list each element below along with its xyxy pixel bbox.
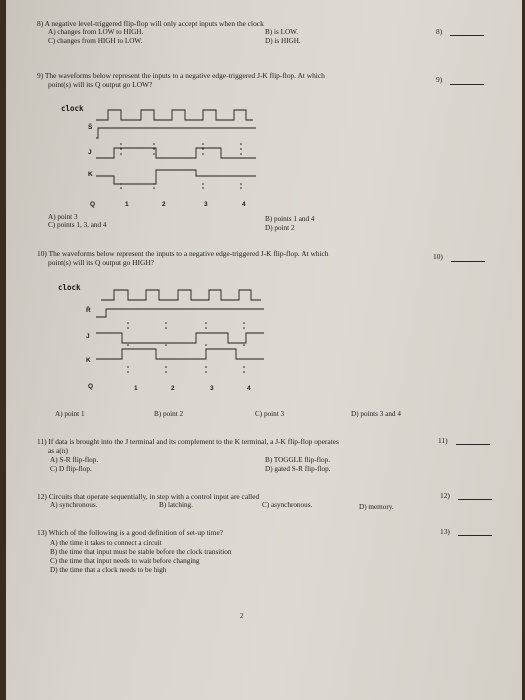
q9-stem-line2: point(s) will its Q output go LOW? bbox=[48, 80, 153, 89]
q12-option-b: B) latching. bbox=[159, 501, 193, 509]
q11-number: 11) bbox=[438, 436, 448, 445]
q10-option-d: D) points 3 and 4 bbox=[351, 410, 401, 418]
q10-point-2: 2 bbox=[171, 385, 175, 392]
q10-option-c: C) point 3 bbox=[255, 410, 285, 418]
q11-stem-line1: 11) If data is brought into the J terminal and its complement to the K terminal, a J-K flip-flop operates bbox=[37, 437, 339, 446]
q9-point-4: 4 bbox=[242, 201, 246, 208]
q9-j-label: J bbox=[88, 149, 92, 156]
q10-timing-diagram bbox=[96, 283, 276, 383]
q10-clock-waveform bbox=[101, 290, 261, 300]
q11-option-a: A) S-R flip-flop. bbox=[50, 456, 99, 464]
q11-answer-blank[interactable] bbox=[456, 444, 490, 445]
q10-k-waveform bbox=[96, 349, 264, 359]
q9-answer-blank[interactable] bbox=[450, 84, 484, 85]
q10-option-b: B) point 2 bbox=[154, 410, 184, 418]
q8-stem: 8) A negative level-triggered flip-flop will only accept inputs when the clock bbox=[37, 19, 264, 28]
q13-number: 13) bbox=[440, 527, 450, 536]
q9-timing-diagram bbox=[96, 104, 271, 199]
q9-number: 9) bbox=[436, 75, 443, 84]
q12-option-a: A) synchronous. bbox=[50, 501, 98, 509]
q11-stem-line2: as a(n) bbox=[48, 446, 68, 455]
q10-guide-dots bbox=[127, 322, 245, 373]
q10-point-4: 4 bbox=[247, 385, 251, 392]
q9-setbar-waveform bbox=[96, 128, 256, 138]
q13-option-a: A) the time it takes to connect a circuit bbox=[50, 539, 162, 547]
q12-option-c: C) asynchronous. bbox=[262, 501, 313, 509]
q13-option-b: B) the time that input must be stable before the clock transition bbox=[50, 548, 232, 556]
q11-option-d: D) gated S-R flip-flop. bbox=[265, 465, 331, 473]
q9-point-3: 3 bbox=[204, 201, 208, 208]
q9-option-b: B) points 1 and 4 bbox=[265, 215, 315, 223]
q9-clock-label: clock bbox=[61, 104, 84, 113]
q13-option-c: C) the time that input needs to wait before changing bbox=[50, 557, 200, 565]
q9-point-1: 1 bbox=[125, 201, 129, 208]
q9-stem-line1: 9) The waveforms below represent the inputs to a negative edge-triggered J-K flip-flop. At which bbox=[37, 71, 325, 80]
q9-option-a: A) point 3 bbox=[48, 213, 78, 221]
q10-clock-label: clock bbox=[58, 283, 81, 292]
q11-option-c: C) D flip-flop. bbox=[50, 465, 92, 473]
q10-rbar-waveform bbox=[96, 309, 264, 317]
q13-stem: 13) Which of the following is a good definition of set-up time? bbox=[37, 528, 224, 537]
q9-guide-dots bbox=[120, 143, 242, 189]
q10-j-label: J bbox=[86, 333, 90, 340]
q9-setbar-label: S̄ bbox=[88, 124, 93, 131]
q8-number: 8) bbox=[436, 27, 443, 36]
q12-number: 12) bbox=[440, 491, 450, 500]
q8-answer-blank[interactable] bbox=[450, 35, 484, 36]
q8-option-d: D) is HIGH. bbox=[265, 37, 301, 45]
q10-point-1: 1 bbox=[134, 385, 138, 392]
q10-j-waveform bbox=[96, 333, 264, 343]
q12-answer-blank[interactable] bbox=[458, 499, 492, 500]
q8-option-b: B) is LOW. bbox=[265, 28, 299, 36]
q9-k-label: K bbox=[88, 171, 93, 178]
q10-rbar-label: R̄ bbox=[86, 307, 91, 314]
q10-point-3: 3 bbox=[210, 385, 214, 392]
q10-option-a: A) point 1 bbox=[55, 410, 85, 418]
exam-page bbox=[6, 0, 522, 700]
q9-option-c: C) points 1, 3, and 4 bbox=[48, 221, 107, 229]
q10-k-label: K bbox=[86, 357, 91, 364]
q13-answer-blank[interactable] bbox=[458, 535, 492, 536]
page-number: 2 bbox=[240, 612, 244, 620]
q9-j-waveform bbox=[96, 148, 256, 158]
q8-option-c: C) changes from HIGH to LOW. bbox=[48, 37, 143, 45]
q12-stem: 12) Circuits that operate sequentially, in step with a control input are called bbox=[37, 492, 260, 501]
q9-q-label: Q bbox=[90, 201, 96, 208]
q10-number: 10) bbox=[433, 252, 443, 261]
q10-q-label: Q bbox=[88, 383, 94, 390]
q13-option-d: D) the time that a clock needs to be high bbox=[50, 566, 167, 574]
q10-stem-line2: point(s) will its Q output go HIGH? bbox=[48, 258, 154, 267]
q10-answer-blank[interactable] bbox=[451, 261, 485, 262]
q8-option-a: A) changes from LOW to HIGH. bbox=[48, 28, 144, 36]
q12-option-d: D) memory. bbox=[359, 503, 394, 511]
q9-point-2: 2 bbox=[162, 201, 166, 208]
q9-k-waveform bbox=[96, 170, 256, 184]
q9-option-d: D) point 2 bbox=[265, 224, 295, 232]
q11-option-b: B) TOGGLE flip-flop. bbox=[265, 456, 331, 464]
q9-clock-waveform bbox=[96, 110, 253, 120]
q10-stem-line1: 10) The waveforms below represent the inputs to a negative edge-triggered J-K flip-flop. At which bbox=[37, 249, 329, 258]
